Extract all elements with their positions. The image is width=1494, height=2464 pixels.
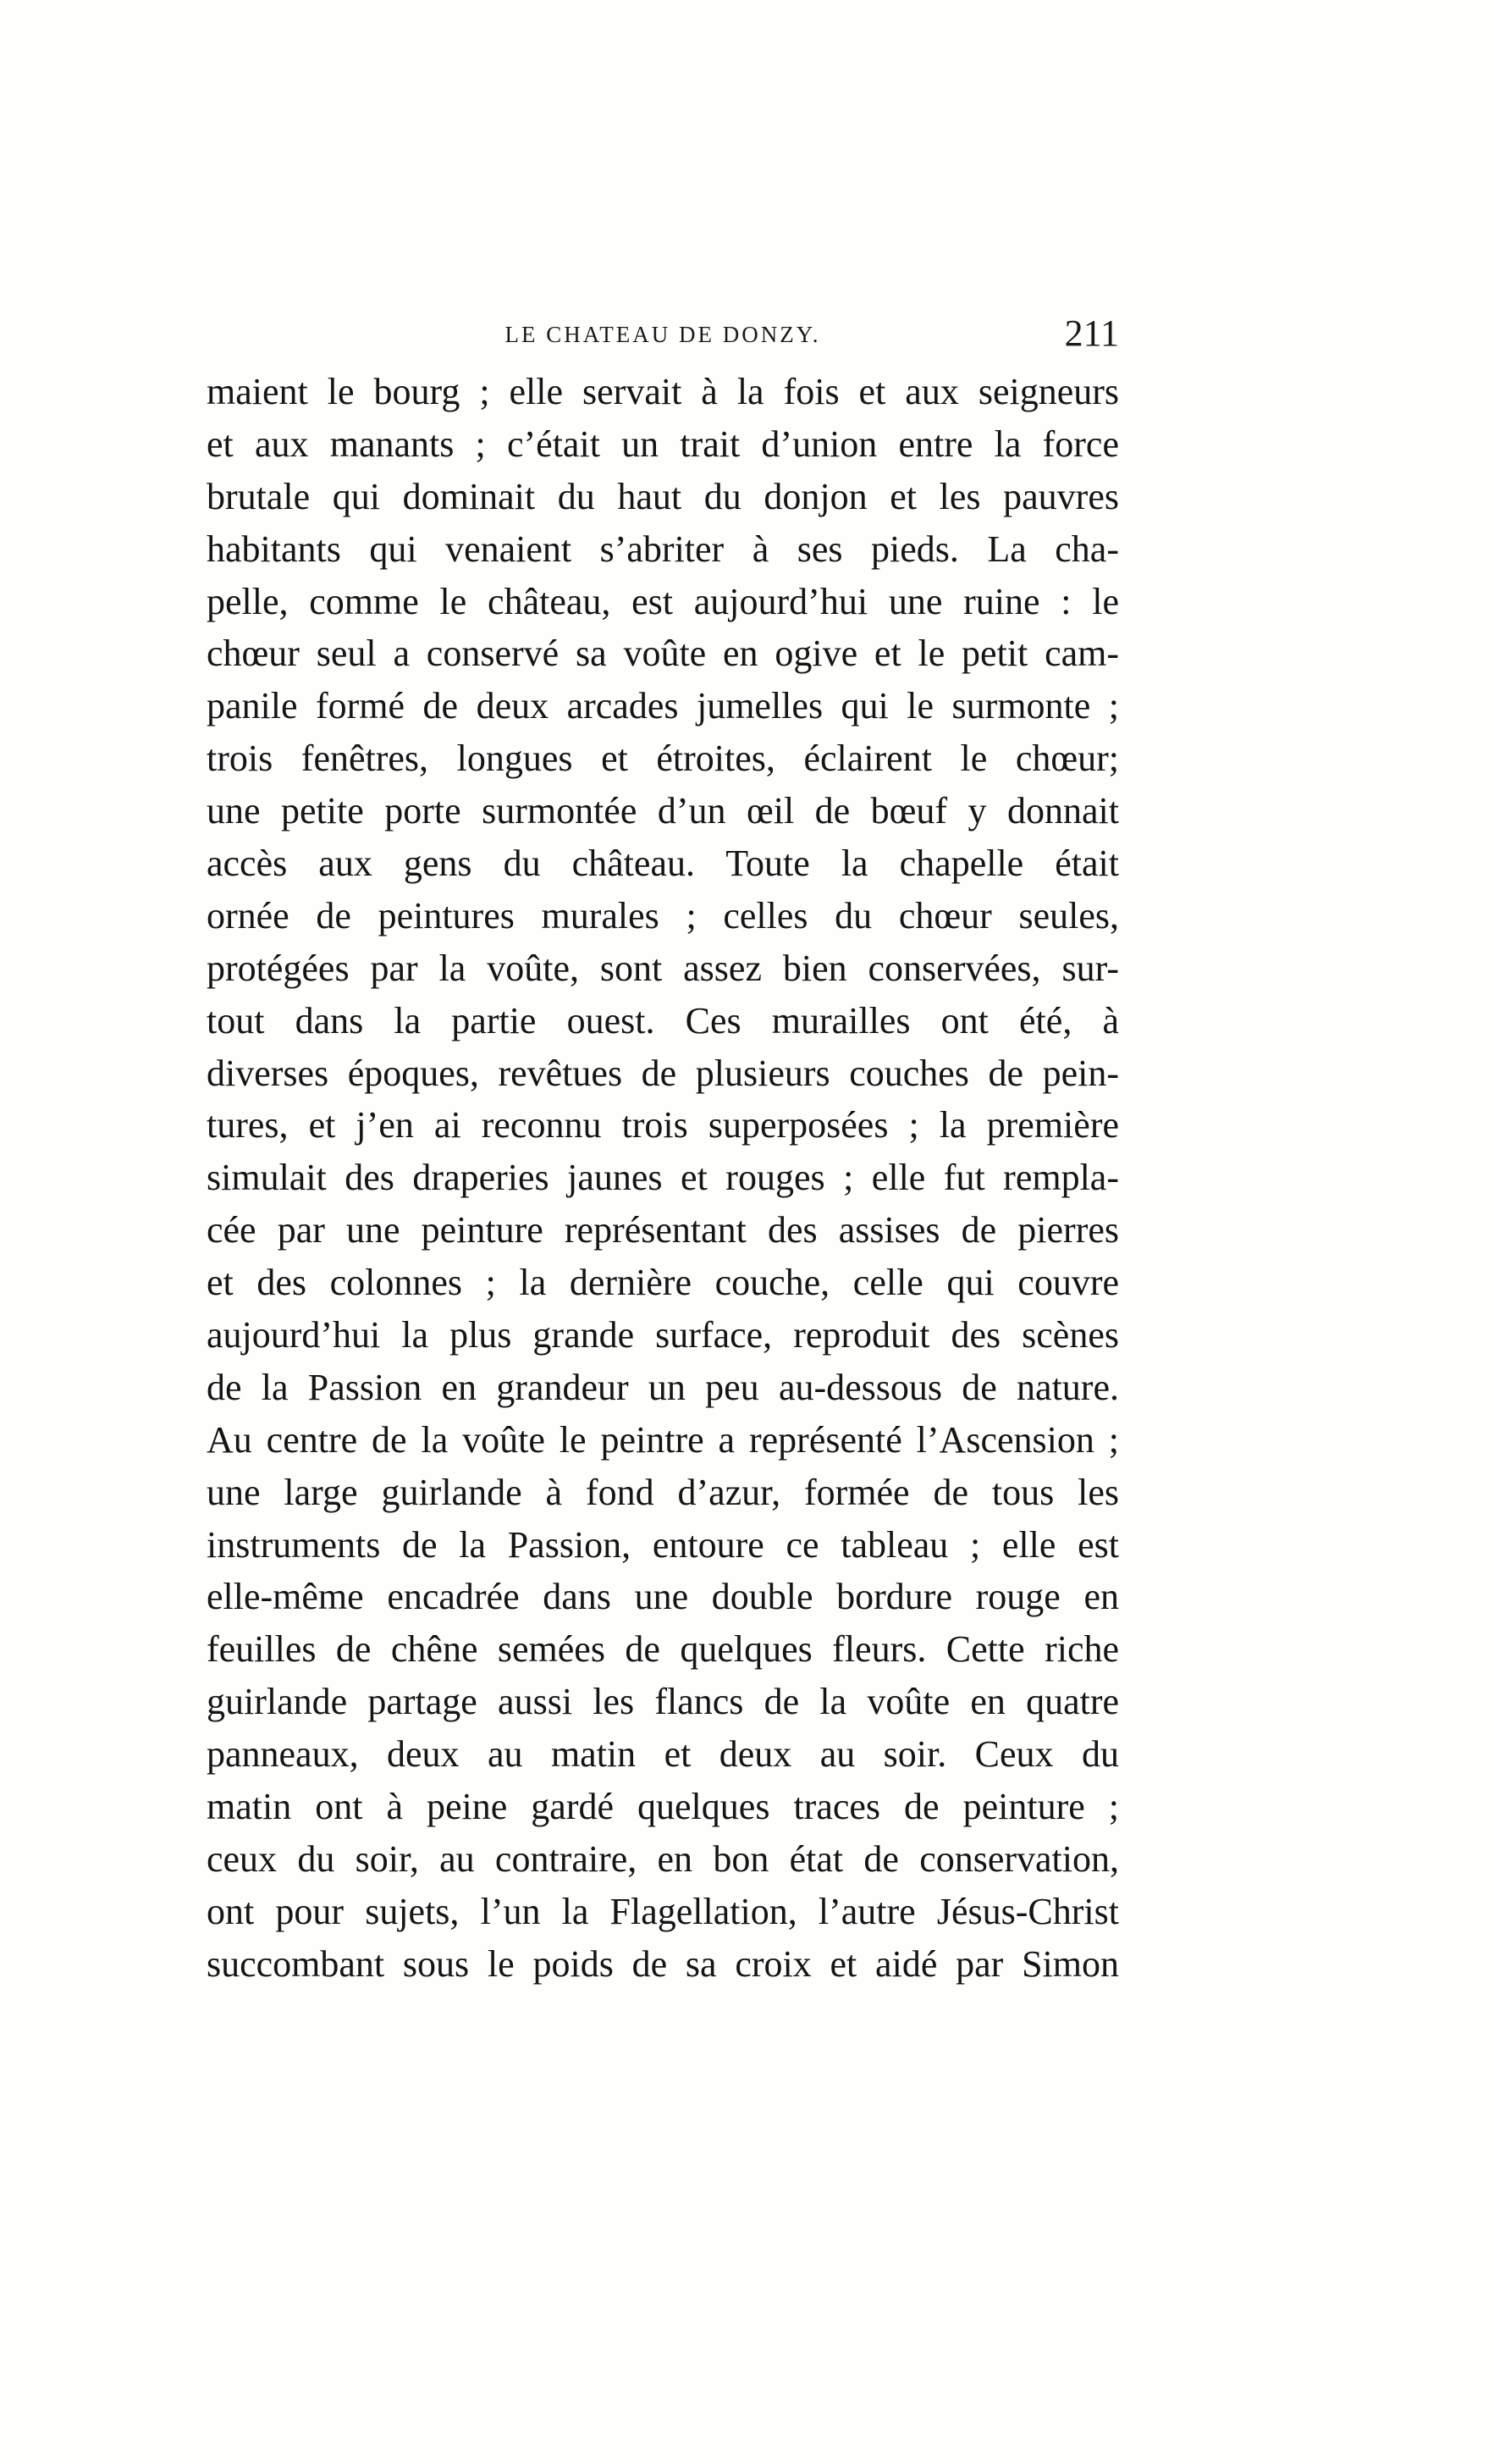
- text-line: une petite porte surmontée d’un œil de bœuf y donnait: [207, 790, 1119, 832]
- text-line: instruments de la Passion, entoure ce tableau ; elle est: [207, 1523, 1119, 1566]
- text-line: elle-même encadrée dans une double bordure rouge en: [207, 1576, 1119, 1618]
- text-line: brutale qui dominait du haut du donjon et les pauvres: [207, 475, 1119, 517]
- text-line: panile formé de deux arcades jumelles qui le surmonte ;: [207, 685, 1119, 727]
- text-line: diverses époques, revêtues de plusieurs couches de pein-: [207, 1052, 1119, 1094]
- text-line: ceux du soir, au contraire, en bon état de conservation,: [207, 1837, 1119, 1880]
- text-line: tout dans la partie ouest. Ces murailles ont été, à: [207, 999, 1119, 1041]
- text-line: et des colonnes ; la dernière couche, celle qui couvre: [207, 1262, 1119, 1304]
- text-line: matin ont à peine gardé quelques traces de peinture ;: [207, 1786, 1119, 1828]
- text-line: chœur seul a conservé sa voûte en ogive et le petit cam-: [207, 633, 1119, 675]
- text-line: Au centre de la voûte le peintre a représenté l’Ascension ;: [207, 1418, 1119, 1461]
- running-title: LE CHATEAU DE DONZY.: [504, 322, 821, 347]
- text-line: une large guirlande à fond d’azur, formée de tous les: [207, 1471, 1119, 1513]
- body-text: [207, 366, 1119, 1991]
- text-line: tures, et j’en ai reconnu trois superposées ; la première: [207, 1104, 1119, 1146]
- text-line: guirlande partage aussi les flancs de la voûte en quatre: [207, 1681, 1119, 1723]
- text-line: panneaux, deux au matin et deux au soir. Ceux du: [207, 1733, 1119, 1776]
- text-line: de la Passion en grandeur un peu au-dessous de nature.: [207, 1366, 1119, 1408]
- text-line: simulait des draperies jaunes et rouges ; elle fut rempla-: [207, 1157, 1119, 1199]
- text-line: aujourd’hui la plus grande surface, reproduit des scènes: [207, 1314, 1119, 1356]
- text-line: protégées par la voûte, sont assez bien conservées, sur-: [207, 947, 1119, 989]
- text-line: ont pour sujets, l’un la Flagellation, l’autre Jésus-Christ: [207, 1890, 1119, 1932]
- page-number: 211: [1064, 312, 1119, 354]
- text-line: habitants qui venaient s’abriter à ses pieds. La cha-: [207, 528, 1119, 570]
- text-line: et aux manants ; c’était un trait d’union entre la force: [207, 423, 1119, 465]
- text-line: accès aux gens du château. Toute la chapelle était: [207, 843, 1119, 885]
- text-line: maient le bourg ; elle servait à la fois et aux seigneurs: [207, 371, 1119, 412]
- text-line: pelle, comme le château, est aujourd’hui une ruine : le: [207, 580, 1119, 622]
- running-head: [207, 312, 1119, 362]
- text-line: trois fenêtres, longues et étroites, éclairent le chœur;: [207, 738, 1119, 780]
- text-line: succombant sous le poids de sa croix et aidé par Simon: [207, 1942, 1119, 1985]
- text-line: feuilles de chêne semées de quelques fleurs. Cette riche: [207, 1628, 1119, 1671]
- text-line: ornée de peintures murales ; celles du chœur seules,: [207, 894, 1119, 936]
- text-line: cée par une peinture représentant des assises de pierres: [207, 1209, 1119, 1251]
